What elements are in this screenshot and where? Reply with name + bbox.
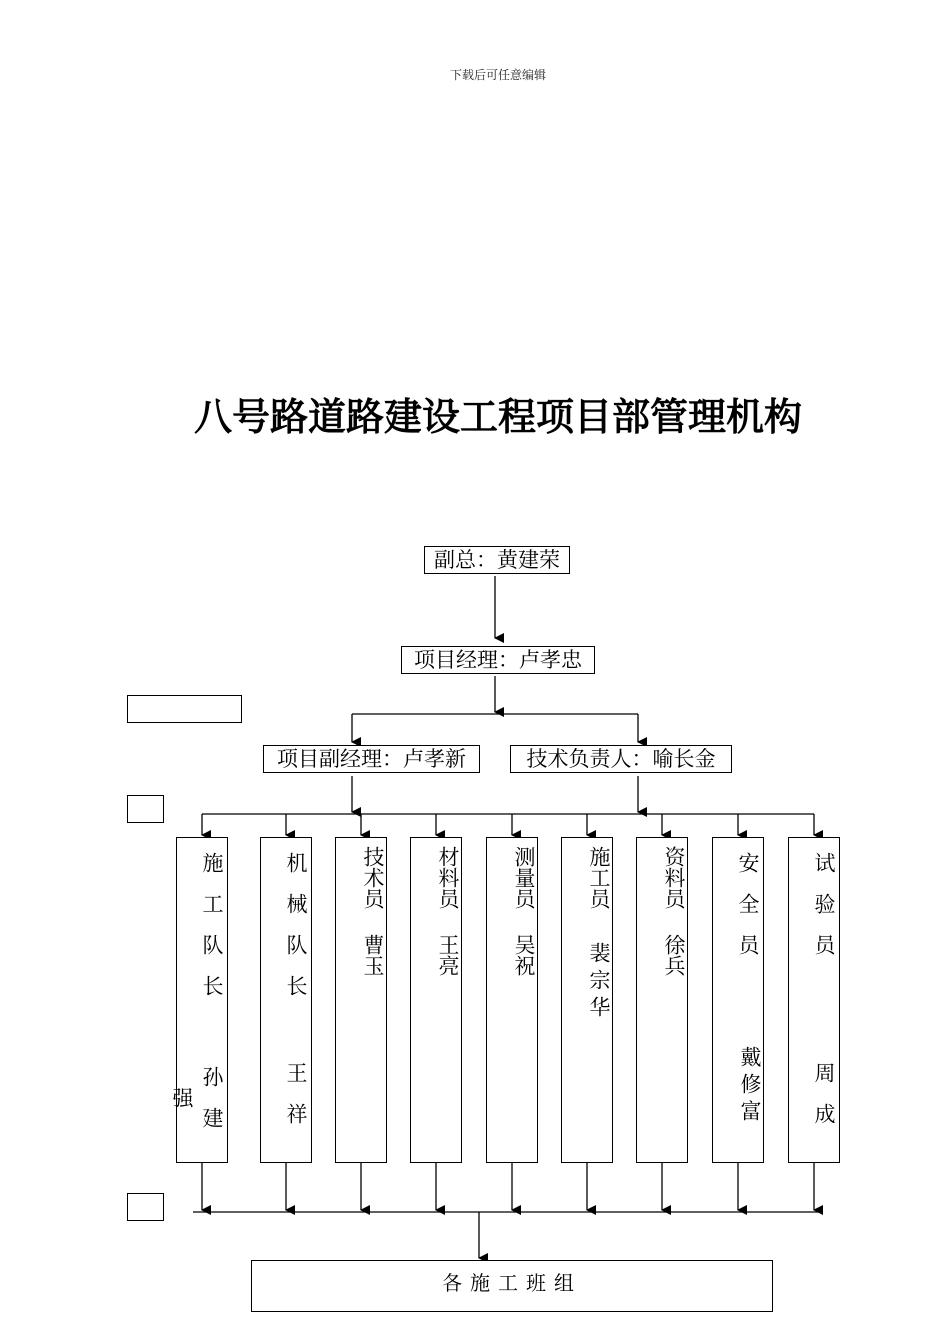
empty-box-2 [127, 795, 164, 823]
role-title: 资料员 [662, 846, 686, 909]
role-person: 吴祝 [512, 934, 536, 976]
construction-teams-label: 各施工班组 [442, 1271, 582, 1295]
header-note: 下载后可任意编辑 [449, 68, 546, 82]
role-person: 孙建强 [170, 1066, 224, 1148]
role-person: 曹玉 [361, 934, 385, 976]
page-title: 八号路道路建设工程项目部管理机构 [193, 395, 802, 439]
node-project-manager: 项目经理：卢孝忠 [401, 646, 595, 674]
role-title: 试验员 [812, 852, 836, 975]
role-person: 裴宗华 [587, 942, 611, 1023]
role-person: 王亮 [436, 934, 460, 976]
role-box-test-officer [788, 837, 840, 1163]
role-title: 施工队长 [200, 852, 224, 1016]
role-box-safety-officer [712, 837, 764, 1163]
empty-box-3 [127, 1193, 164, 1221]
role-person: 戴修富 [738, 1046, 762, 1127]
role-box-material-officer [410, 837, 462, 1163]
role-title: 机械队长 [284, 852, 308, 1016]
role-title: 安全员 [736, 852, 760, 975]
role-box-technician [335, 837, 387, 1163]
role-person: 王祥 [284, 1062, 308, 1144]
role-box-documentation-officer [636, 837, 688, 1163]
role-person: 徐兵 [662, 934, 686, 976]
role-title: 测量员 [512, 846, 536, 909]
empty-box-1 [127, 695, 242, 723]
node-technical-lead: 技术负责人：喻长金 [510, 745, 732, 773]
role-box-surveyor [486, 837, 538, 1163]
role-box-machinery-captain [260, 837, 312, 1163]
role-title: 技术员 [361, 846, 385, 909]
role-box-construction-worker [561, 837, 613, 1163]
node-vice-president: 副总：黄建荣 [424, 546, 570, 574]
node-deputy-manager: 项目副经理：卢孝新 [263, 745, 480, 773]
role-title: 材料员 [436, 846, 460, 909]
role-box-construction-captain [170, 837, 228, 1163]
role-title: 施工员 [587, 846, 611, 909]
role-person: 周成 [812, 1062, 836, 1144]
construction-teams-box [251, 1260, 773, 1312]
